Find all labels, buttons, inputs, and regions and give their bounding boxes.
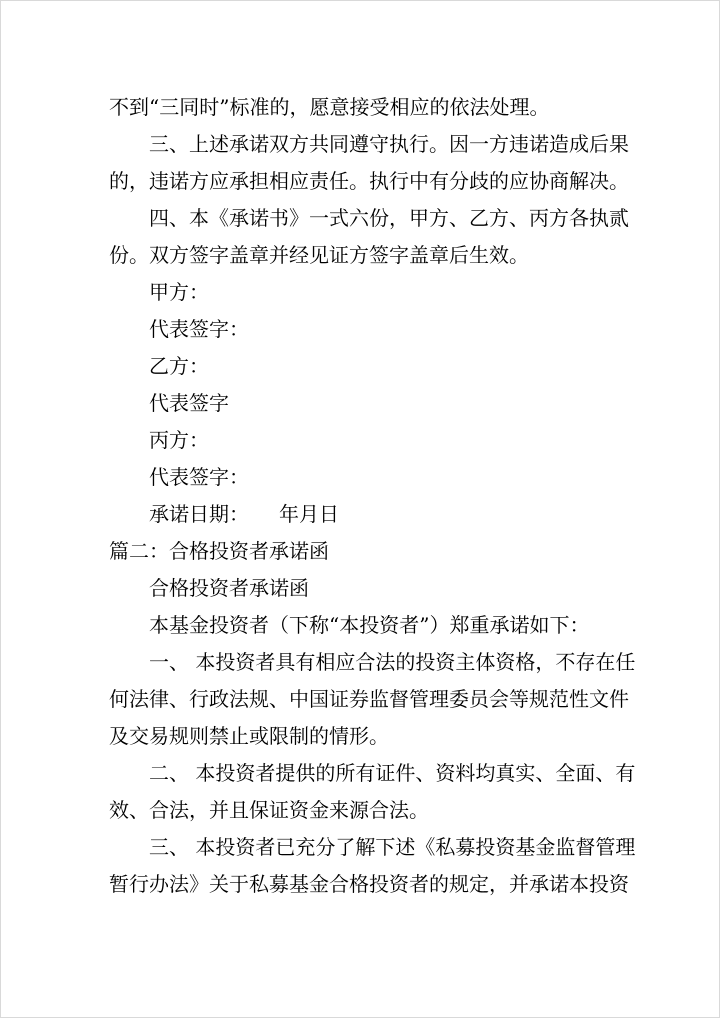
text-line: 及交易规则禁止或限制的情形。 (109, 724, 389, 748)
signature-label: 代表签字 (149, 391, 229, 415)
commitment-date-label: 承诺日期： (149, 502, 249, 526)
document-body (109, 89, 636, 903)
text-line: 一、 本投资者具有相应合法的投资主体资格，不存在任 (149, 650, 636, 674)
text-line: 二、 本投资者提供的所有证件、资料均真实、全面、有 (149, 761, 636, 785)
document-title: 合格投资者承诺函 (149, 576, 309, 600)
party-a-label: 甲方： (149, 280, 209, 304)
text-line: 的，违诺方应承担相应责任。执行中有分歧的应协商解决。 (109, 169, 629, 193)
text-line: 三、上述承诺双方共同遵守执行。因一方违诺造成后果 (149, 132, 629, 156)
text-line: 何法律、行政法规、中国证券监督管理委员会等规范性文件 (109, 687, 629, 711)
party-b-label: 乙方： (149, 354, 209, 378)
signature-label: 代表签字： (149, 317, 249, 341)
commitment-date-line (109, 496, 619, 533)
date-placeholder: 年月日 (279, 502, 339, 526)
text-line: 不到“三同时”标准的，愿意接受相应的依法处理。 (109, 95, 550, 119)
party-c-label: 丙方： (149, 428, 209, 452)
text-line: 四、本《承诺书》一式六份，甲方、乙方、丙方各执贰 (149, 206, 629, 230)
text-line: 三、 本投资者已充分了解下述《私募投资基金监督管理 (149, 835, 636, 859)
text-line: 暂行办法》关于私募基金合格投资者的规定，并承诺本投资 (109, 872, 629, 896)
section-heading: 篇二：合格投资者承诺函 (109, 539, 329, 563)
text-line: 效、合法，并且保证资金来源合法。 (109, 798, 429, 822)
text-line: 份。双方签字盖章并经见证方签字盖章后生效。 (109, 243, 529, 267)
signature-label: 代表签字： (149, 465, 249, 489)
text-line: 本基金投资者（下称“本投资者”）郑重承诺如下： (149, 613, 590, 637)
